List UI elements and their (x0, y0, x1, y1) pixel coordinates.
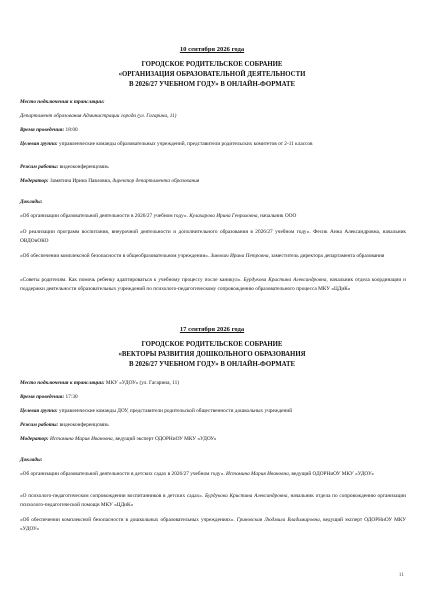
section1-report-2: «О реализации программ воспитания, внеурочной деятельности и дополнительного образования в 2026/27 учебном году». Фесик Анна Александровна, начальник ОВДОиОКО (20, 229, 406, 244)
section1-report-4: «Советы родителям. Как помочь ребенку адаптироваться к учебному процессу после каникул». Бурдукова Кристина Александровна, начальник отдела координации и поддержки деятельности образовательных учреждений по психолого-педагогическому сопровождению образовательного процесса МКУ «ЦДиК» (20, 277, 406, 292)
section2-title (0, 340, 424, 370)
section2-mode: Режим работы: видеоконференцсвязь (20, 422, 109, 428)
section1-mode: Режим работы: видеоконференцсвязь (20, 164, 109, 170)
section1-title (0, 60, 424, 90)
page-number: 11 (398, 572, 404, 578)
section2-report-1: «Об организации образовательной деятельности в детских садах в 2026/27 учебном году». Истомина Мария Ивановна, ведущий ОДОРНиОУ МКУ «УДОУ» (20, 471, 375, 477)
section2-reports-label: Доклады: (20, 457, 43, 463)
section2-report-3: «Об обеспечении комплексной безопасности в дошкольных образовательных учреждениях». Гриновская Людмила Владимировна, ведущий эксперт ОДОРНиОУ МКУ «УДОУ» (20, 517, 407, 532)
section2-title-line3: В 2026/27 УЧЕБНОМ ГОДУ» В ОНЛАЙН-ФОРМАТЕ (128, 361, 296, 368)
section1-moderator: Модератор: Замятина Ирина Павловна, директор департамента образования (20, 178, 200, 184)
section2-place: Место подключения к трансляции: МКУ «УДОУ» (ул. Гагарина, 11) (20, 380, 179, 386)
section1-place-label: Место подключения к трансляции: (20, 99, 105, 105)
section1-title-line3: В 2026/27 УЧЕБНОМ ГОДУ» В ОНЛАЙН-ФОРМАТЕ (128, 81, 296, 88)
section1-reports-label: Доклады: (20, 199, 43, 205)
section2-title-line2: «ВЕКТОРЫ РАЗВИТИЯ ДОШКОЛЬНОГО ОБРАЗОВАНИЯ (118, 351, 306, 358)
section2-title-line1: ГОРОДСКОЕ РОДИТЕЛЬСКОЕ СОБРАНИЕ (141, 341, 283, 348)
section2-report-2: «О психолого-педагогическом сопровождении воспитанников в детских садах». Бурдукова Кристина Александровна, начальник отдела по сопровождению организации психолого-педагогической помощи МКУ «ЦДиК» (20, 493, 406, 508)
section1-report-1: «Об организации образовательной деятельности в 2026/27 учебном году». Кулахарова Ирина Генриховна, начальник ООО (20, 213, 297, 219)
section1-place-value: Департамент образования Администрации города (ул. Гагарина, 11) (20, 113, 177, 119)
section1-date: 10 сентября 2026 года (179, 46, 245, 53)
section1-title-line1: ГОРОДСКОЕ РОДИТЕЛЬСКОЕ СОБРАНИЕ (141, 61, 283, 68)
section2-date: 17 сентября 2026 года (179, 326, 245, 333)
section2-time: Время проведения: 17:30 (20, 394, 78, 400)
section1-report-3: «Об обеспечении комплексной безопасности в общеобразовательном учреждении». Зинович Ирина Петровна, заместитель директора департамента образования (20, 253, 385, 259)
section2-target-group: Целевая группа: управленческие команды ДОУ, представители родительской общественности дошкольных учреждений (20, 408, 293, 414)
section1-target-group: Целевая группа: управленческие команды образовательных учреждений, представители родительских комитетов от 2-11 классов (20, 141, 313, 147)
section1-title-line2: «ОРГАНИЗАЦИЯ ОБРАЗОВАТЕЛЬНОЙ ДЕЯТЕЛЬНОСТИ (118, 71, 306, 78)
section1-time: Время проведения: 18:00 (20, 127, 78, 133)
section2-moderator: Модератор: Истомина Мария Ивановна, ведущий эксперт ОДОРНиОУ МКУ «УДОУ» (20, 436, 217, 442)
